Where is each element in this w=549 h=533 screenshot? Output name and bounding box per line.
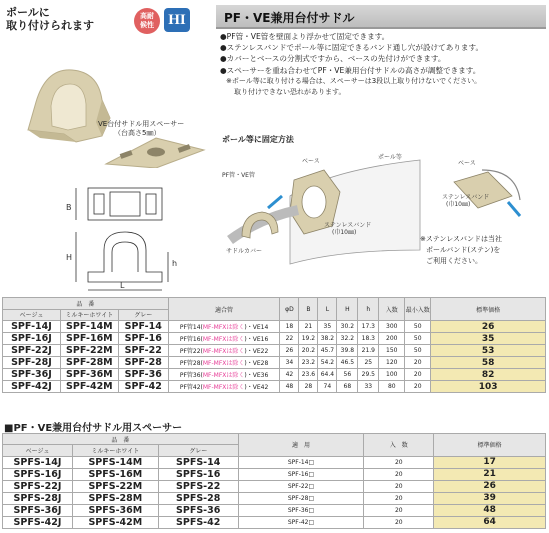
price-cell: 21 [434,468,546,480]
h-upper-cell: 68 [337,381,358,393]
qty-cell: 150 [379,345,405,357]
table-row [3,369,546,381]
part-number-beige: SPF-42J [3,381,61,393]
price-cell: 26 [431,321,546,333]
qty-cell: 20 [364,468,434,480]
spacer-section-title: ■PF・VE兼用台付サドル用スペーサー [4,423,183,434]
use-text: )・VE22 [244,348,269,356]
spacer-table-body [3,456,546,528]
phid-cell: 26 [280,345,299,357]
part-number-milky: SPF-36M [60,369,118,381]
b-cell: 23.6 [299,369,318,381]
header-price: 標準価格 [431,298,546,321]
part-number-beige: SPFS-36J [3,504,73,516]
label-cover: サドルカバー [226,248,263,255]
mfx-exclusion: MF-MFXは除く [202,324,245,332]
qty-cell: 20 [364,504,434,516]
qty-cell: 20 [364,456,434,468]
part-number-milky: SPFS-42M [72,516,158,528]
table-row [3,381,546,393]
header-qty: 入 数 [364,434,434,457]
use-cell [168,321,280,333]
part-number-beige: SPFS-14J [3,456,73,468]
h-lower-cell: 21.9 [358,345,379,357]
header-milky: ミルキーホワイト [60,309,118,321]
phid-cell: 18 [280,321,299,333]
table-row [3,516,546,528]
label-band-2: ステンレスバンド [442,194,490,201]
part-number-beige: SPFS-22J [3,480,73,492]
spacer-label [98,120,184,138]
label-band-2-width: (巾10㎜) [446,201,471,208]
spacer-spec-table [2,433,546,529]
table-row [3,492,546,504]
h-lower-cell: 25 [358,357,379,369]
part-number-milky: SPFS-14M [72,456,158,468]
part-number-gray: SPF-16 [118,333,168,345]
use-text: PF管42( [179,384,203,392]
table-row [3,357,546,369]
header-beige: ベージュ [3,445,73,456]
feature-item: ●ステンレスバンドでポール等に固定できるバンド通し穴が設けてあります。 [220,43,484,53]
use-cell: SPF-36□ [238,504,364,516]
part-number-gray: SPFS-22 [158,480,238,492]
top-view-drawing [76,188,162,220]
saddle-table-body [3,321,546,393]
price-cell: 26 [434,480,546,492]
part-number-gray: SPF-42 [118,381,168,393]
use-text: )・VE36 [244,372,269,380]
phid-cell: 48 [280,381,299,393]
spacer-label-line2: （台高さ5㎜） [114,129,161,137]
part-number-gray: SPF-14 [118,321,168,333]
badge-red-line1: 高耐 [140,12,154,20]
qty-cell: 120 [379,357,405,369]
use-text: )・VE28 [244,360,269,368]
use-cell: SPF-14□ [238,456,364,468]
part-number-gray: SPFS-42 [158,516,238,528]
part-number-milky: SPFS-16M [72,468,158,480]
part-number-gray: SPFS-14 [158,456,238,468]
dim-l-label: L [120,281,125,290]
price-cell: 17 [434,456,546,468]
headline-line1: ポールに [6,6,50,19]
h-upper-cell: 39.8 [337,345,358,357]
h-upper-cell: 46.5 [337,357,358,369]
part-number-milky: SPFS-28M [72,492,158,504]
price-cell: 53 [431,345,546,357]
use-text: )・VE16 [244,336,269,344]
part-number-beige: SPF-28J [3,357,61,369]
part-number-gray: SPF-28 [118,357,168,369]
qty-cell: 200 [379,333,405,345]
dim-b-label: B [66,203,72,212]
header-h-lower: h [358,298,379,321]
b-cell: 19.2 [299,333,318,345]
note-line3: ご利用ください。 [426,257,482,265]
price-cell: 58 [431,357,546,369]
header-use: 適 用 [238,434,364,457]
headline-line2: 取り付けられます [6,19,94,32]
weather-resistant-badge [134,8,160,34]
header-gray: グレー [158,445,238,456]
part-number-beige: SPF-36J [3,369,61,381]
part-number-gray: SPFS-16 [158,468,238,480]
table-row [3,321,546,333]
part-number-beige: SPF-16J [3,333,61,345]
label-base-2: ベース [458,160,476,167]
badge-red-line2: 候性 [140,21,154,29]
use-text: PF管28( [179,360,203,368]
qty-cell: 100 [379,369,405,381]
feature-headline [6,6,116,32]
use-cell [168,381,280,393]
use-cell [168,333,280,345]
header-b: B [299,298,318,321]
header-qty: 入数 [379,298,405,321]
b-cell: 20.2 [299,345,318,357]
price-cell: 35 [431,333,546,345]
header-milky: ミルキーホワイト [72,445,158,456]
spacer-label-line1: VE台付サドル用スペーサー [98,120,185,128]
table-row [3,504,546,516]
price-cell: 48 [434,504,546,516]
part-number-gray: SPF-36 [118,369,168,381]
part-number-milky: SPFS-36M [72,504,158,516]
phid-cell: 22 [280,333,299,345]
mfx-exclusion: MF-MFXは除く [202,336,245,344]
header-l: L [318,298,337,321]
part-number-milky: SPF-14M [60,321,118,333]
price-cell: 82 [431,369,546,381]
h-upper-cell: 56 [337,369,358,381]
min-qty-cell: 50 [405,333,431,345]
use-text: PF管36( [179,372,203,380]
hi-badge: HI [164,8,190,32]
b-cell: 23.2 [299,357,318,369]
price-cell: 39 [434,492,546,504]
mfx-exclusion: MF-MFXは除く [202,360,245,368]
label-band-width: (巾10㎜) [332,229,357,236]
part-number-gray: SPF-22 [118,345,168,357]
l-cell: 64.4 [318,369,337,381]
part-number-beige: SPFS-16J [3,468,73,480]
dimension-drawings [56,186,196,298]
product-title: PF・VE兼用台付サドル [224,11,355,25]
header-phid: φD [280,298,299,321]
min-qty-cell: 50 [405,321,431,333]
use-text: PF管14( [179,324,203,332]
stainless-band-note [420,234,502,267]
mounting-heading: ポール等に固定方法 [222,135,294,144]
dim-h-lower-label: h [172,259,178,268]
qty-cell: 20 [364,516,434,528]
min-qty-cell: 50 [405,345,431,357]
feature-item: ●PF管・VE管を壁面より浮かせて固定できます。 [220,32,390,41]
use-cell: SPF-42□ [238,516,364,528]
qty-cell: 300 [379,321,405,333]
part-number-milky: SPF-28M [60,357,118,369]
price-cell: 103 [431,381,546,393]
l-cell: 45.7 [318,345,337,357]
header-beige: ベージュ [3,309,61,321]
header-use: 適合管 [168,298,280,321]
table-row [3,345,546,357]
mfx-exclusion: MF-MFXは除く [202,348,245,356]
header-part-number: 品 番 [3,434,239,445]
feature-note: ※ポール等に取り付ける場合は、スペーサーは3段以上取り付けないでください。 [226,76,482,85]
label-band: ステンレスバンド [324,222,372,229]
use-cell [168,369,280,381]
l-cell: 35 [318,321,337,333]
min-qty-cell: 20 [405,381,431,393]
table-row [3,480,546,492]
use-text: PF管22( [179,348,203,356]
phid-cell: 42 [280,369,299,381]
h-lower-cell: 18.3 [358,333,379,345]
part-number-gray: SPFS-36 [158,504,238,516]
feature-note: 取り付けできない恐れがあります。 [234,88,346,97]
min-qty-cell: 20 [405,357,431,369]
b-cell: 21 [299,321,318,333]
header-h-upper: H [337,298,358,321]
b-cell: 28 [299,381,318,393]
saddle-spec-table [2,297,546,393]
header-part-number: 品 番 [3,298,169,310]
use-cell: SPF-16□ [238,468,364,480]
use-cell: SPF-22□ [238,480,364,492]
header-price: 標準価格 [434,434,546,457]
part-number-beige: SPFS-28J [3,492,73,504]
table-row [3,468,546,480]
part-number-beige: SPF-22J [3,345,61,357]
part-number-beige: SPFS-42J [3,516,73,528]
qty-cell: 20 [364,480,434,492]
price-cell: 64 [434,516,546,528]
table-row [3,333,546,345]
part-number-milky: SPF-22M [60,345,118,357]
qty-cell: 80 [379,381,405,393]
mfx-exclusion: MF-MFXは除く [202,384,245,392]
h-lower-cell: 29.5 [358,369,379,381]
feature-item: ●カバーとベースの分割式ですから、ベースの先付けができます。 [220,54,446,64]
header-min-qty: 最小入数 [405,298,431,321]
part-number-milky: SPF-16M [60,333,118,345]
product-title-bar [216,5,546,29]
note-line2: ポールバンド(ステン)を [426,246,501,254]
h-lower-cell: 17.3 [358,321,379,333]
mfx-exclusion: MF-MFXは除く [202,372,245,380]
label-base: ベース [302,158,320,165]
l-cell: 38.2 [318,333,337,345]
h-upper-cell: 30.2 [337,321,358,333]
qty-cell: 20 [364,492,434,504]
dim-h-upper-label: H [66,253,73,262]
table-row [3,456,546,468]
part-number-milky: SPF-42M [60,381,118,393]
mounting-diagram [220,130,546,294]
label-pipe: PF管・VE管 [222,172,255,179]
l-cell: 54.2 [318,357,337,369]
feature-list [220,31,546,98]
spacer-photo [106,138,204,168]
use-text: PF管16( [179,336,203,344]
part-number-milky: SPFS-22M [72,480,158,492]
use-cell [168,357,280,369]
use-cell [168,345,280,357]
label-pole: ポール等 [378,154,402,161]
use-text: )・VE14 [244,324,269,332]
h-upper-cell: 32.2 [337,333,358,345]
header-gray: グレー [118,309,168,321]
l-cell: 74 [318,381,337,393]
use-text: )・VE42 [244,384,269,392]
note-line1: ※ステンレスバンドは当社 [420,235,502,243]
h-lower-cell: 33 [358,381,379,393]
use-cell: SPF-28□ [238,492,364,504]
part-number-beige: SPF-14J [3,321,61,333]
part-number-gray: SPFS-28 [158,492,238,504]
product-photos [6,38,211,168]
feature-item: ●スペーサーを重ね合わせてPF・VE兼用台付サドルの高さが調整できます。 [220,65,481,75]
min-qty-cell: 20 [405,369,431,381]
phid-cell: 34 [280,357,299,369]
